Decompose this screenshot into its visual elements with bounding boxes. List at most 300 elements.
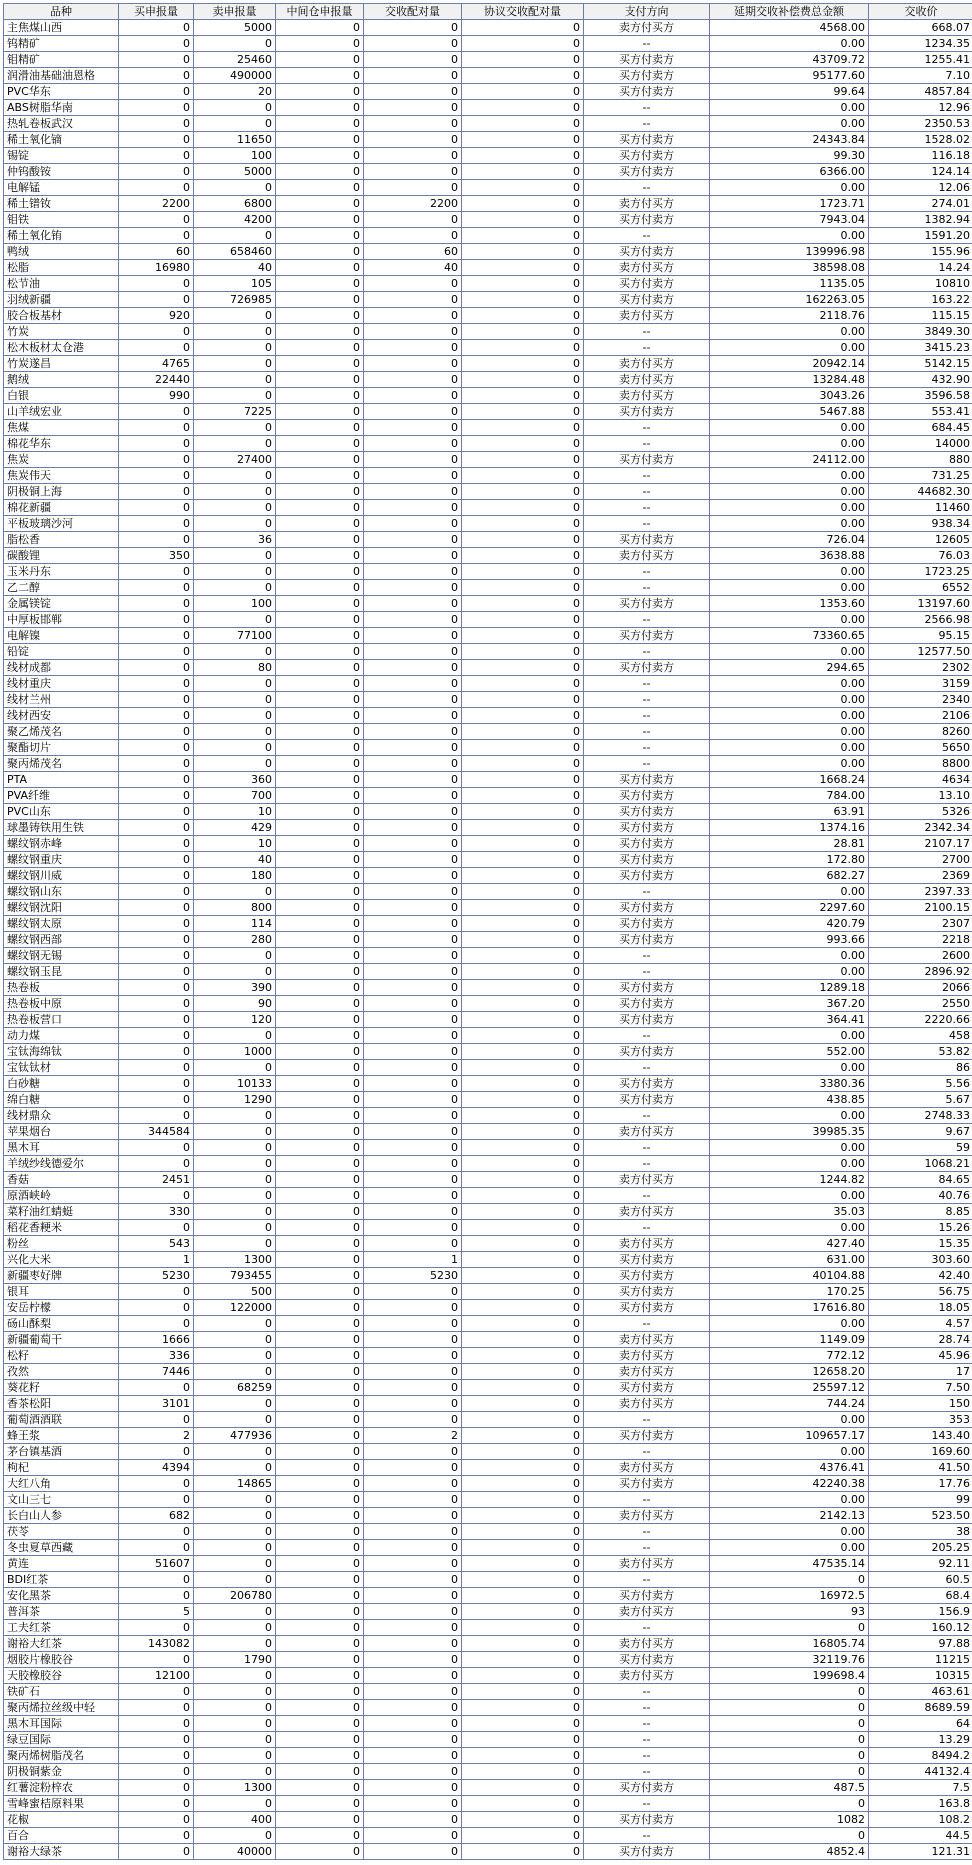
cell-delivery-price: 155.96 [869, 244, 972, 260]
cell-matched-quantity: 0 [364, 1044, 462, 1060]
table-row [4, 740, 972, 756]
table-row [4, 1524, 972, 1540]
cell-payment-direction: 卖方付买方 [584, 1204, 710, 1220]
cell-payment-direction: 卖方付买方 [584, 1604, 710, 1620]
table-row [4, 1540, 972, 1556]
cell-payment-direction: 买方付卖方 [584, 660, 710, 676]
cell-compensation-total: 3380.36 [710, 1076, 869, 1092]
cell-agreement-matched: 0 [462, 1140, 584, 1156]
cell-buy-quantity: 2 [119, 1428, 194, 1444]
table-row [4, 1124, 972, 1140]
cell-payment-direction: 买方付卖方 [584, 52, 710, 68]
table-row [4, 1380, 972, 1396]
cell-sell-quantity: 0 [194, 1556, 276, 1572]
cell-agreement-matched: 0 [462, 484, 584, 500]
cell-agreement-matched: 0 [462, 1844, 584, 1860]
cell-payment-direction: 买方付卖方 [584, 1380, 710, 1396]
table-row [4, 1588, 972, 1604]
cell-sell-quantity: 1000 [194, 1044, 276, 1060]
cell-matched-quantity: 0 [364, 1780, 462, 1796]
table-row [4, 836, 972, 852]
cell-variety: 绵白糖 [4, 1092, 119, 1108]
cell-compensation-total: 0.00 [710, 116, 869, 132]
cell-variety: BDI红茶 [4, 1572, 119, 1588]
cell-agreement-matched: 0 [462, 132, 584, 148]
cell-middle-quantity: 0 [276, 676, 364, 692]
cell-delivery-price: 15.35 [869, 1236, 972, 1252]
table-row [4, 68, 972, 84]
cell-payment-direction: 卖方付买方 [584, 356, 710, 372]
table-row [4, 196, 972, 212]
cell-compensation-total: 0.00 [710, 1444, 869, 1460]
cell-compensation-total: 0.00 [710, 324, 869, 340]
cell-variety: 阴极铜紫金 [4, 1764, 119, 1780]
table-row [4, 1396, 972, 1412]
cell-sell-quantity: 0 [194, 516, 276, 532]
cell-payment-direction: -- [584, 1108, 710, 1124]
cell-compensation-total: 0.00 [710, 884, 869, 900]
table-row [4, 948, 972, 964]
cell-sell-quantity: 180 [194, 868, 276, 884]
table-row [4, 1428, 972, 1444]
cell-payment-direction: -- [584, 420, 710, 436]
cell-middle-quantity: 0 [276, 180, 364, 196]
cell-matched-quantity: 0 [364, 68, 462, 84]
cell-matched-quantity: 0 [364, 228, 462, 244]
cell-agreement-matched: 0 [462, 1364, 584, 1380]
cell-sell-quantity: 800 [194, 900, 276, 916]
cell-agreement-matched: 0 [462, 708, 584, 724]
cell-delivery-price: 2896.92 [869, 964, 972, 980]
cell-agreement-matched: 0 [462, 1380, 584, 1396]
cell-variety: 银耳 [4, 1284, 119, 1300]
cell-sell-quantity: 90 [194, 996, 276, 1012]
cell-variety: 宝钛钛材 [4, 1060, 119, 1076]
cell-payment-direction: 买方付卖方 [584, 1092, 710, 1108]
cell-agreement-matched: 0 [462, 1652, 584, 1668]
table-row [4, 1188, 972, 1204]
cell-payment-direction: 买方付卖方 [584, 1044, 710, 1060]
cell-delivery-price: 41.50 [869, 1460, 972, 1476]
table-row [4, 1444, 972, 1460]
cell-compensation-total: 0.00 [710, 484, 869, 500]
cell-matched-quantity: 0 [364, 932, 462, 948]
cell-variety: 安化黑茶 [4, 1588, 119, 1604]
cell-delivery-price: 163.8 [869, 1796, 972, 1812]
cell-sell-quantity: 0 [194, 580, 276, 596]
cell-matched-quantity: 0 [364, 1492, 462, 1508]
cell-variety: 螺纹钢川威 [4, 868, 119, 884]
cell-variety: 仲钨酸铵 [4, 164, 119, 180]
cell-payment-direction: 买方付卖方 [584, 244, 710, 260]
cell-compensation-total: 0.00 [710, 948, 869, 964]
table-row [4, 1364, 972, 1380]
cell-compensation-total: 0.00 [710, 228, 869, 244]
cell-agreement-matched: 0 [462, 740, 584, 756]
cell-agreement-matched: 0 [462, 1428, 584, 1444]
cell-agreement-matched: 0 [462, 900, 584, 916]
cell-delivery-price: 8260 [869, 724, 972, 740]
cell-delivery-price: 274.01 [869, 196, 972, 212]
cell-delivery-price: 8689.59 [869, 1700, 972, 1716]
cell-variety: 鸭绒 [4, 244, 119, 260]
cell-matched-quantity: 0 [364, 1604, 462, 1620]
cell-variety: 竹炭遂昌 [4, 356, 119, 372]
cell-variety: 螺纹钢山东 [4, 884, 119, 900]
cell-payment-direction: 买方付卖方 [584, 868, 710, 884]
cell-agreement-matched: 0 [462, 1684, 584, 1700]
cell-matched-quantity: 0 [364, 1188, 462, 1204]
cell-agreement-matched: 0 [462, 932, 584, 948]
cell-compensation-total: 631.00 [710, 1252, 869, 1268]
cell-middle-quantity: 0 [276, 36, 364, 52]
cell-payment-direction: -- [584, 324, 710, 340]
cell-agreement-matched: 0 [462, 1268, 584, 1284]
table-row [4, 916, 972, 932]
cell-compensation-total: 0 [710, 1732, 869, 1748]
cell-payment-direction: -- [584, 756, 710, 772]
cell-delivery-price: 12.96 [869, 100, 972, 116]
cell-middle-quantity: 0 [276, 1428, 364, 1444]
cell-payment-direction: -- [584, 948, 710, 964]
cell-agreement-matched: 0 [462, 276, 584, 292]
cell-agreement-matched: 0 [462, 724, 584, 740]
cell-payment-direction: -- [584, 580, 710, 596]
cell-buy-quantity: 0 [119, 132, 194, 148]
cell-payment-direction: -- [584, 1140, 710, 1156]
cell-buy-quantity: 0 [119, 1780, 194, 1796]
cell-compensation-total: 2142.13 [710, 1508, 869, 1524]
cell-matched-quantity: 60 [364, 244, 462, 260]
cell-agreement-matched: 0 [462, 1188, 584, 1204]
cell-agreement-matched: 0 [462, 836, 584, 852]
cell-delivery-price: 3159 [869, 676, 972, 692]
cell-payment-direction: -- [584, 1620, 710, 1636]
cell-variety: 香菇 [4, 1172, 119, 1188]
cell-compensation-total: 744.24 [710, 1396, 869, 1412]
cell-buy-quantity: 0 [119, 596, 194, 612]
cell-middle-quantity: 0 [276, 1780, 364, 1796]
cell-buy-quantity: 0 [119, 468, 194, 484]
cell-agreement-matched: 0 [462, 1236, 584, 1252]
cell-agreement-matched: 0 [462, 84, 584, 100]
cell-agreement-matched: 0 [462, 1700, 584, 1716]
cell-sell-quantity: 477936 [194, 1428, 276, 1444]
cell-variety: 苹果烟台 [4, 1124, 119, 1140]
cell-payment-direction: -- [584, 724, 710, 740]
cell-middle-quantity: 0 [276, 1316, 364, 1332]
cell-agreement-matched: 0 [462, 1828, 584, 1844]
cell-variety: 钼铁 [4, 212, 119, 228]
cell-compensation-total: 0.00 [710, 1156, 869, 1172]
cell-payment-direction: 买方付卖方 [584, 1476, 710, 1492]
cell-delivery-price: 1234.35 [869, 36, 972, 52]
cell-matched-quantity: 0 [364, 1476, 462, 1492]
cell-sell-quantity: 1300 [194, 1252, 276, 1268]
cell-compensation-total: 1668.24 [710, 772, 869, 788]
cell-compensation-total: 784.00 [710, 788, 869, 804]
cell-buy-quantity: 0 [119, 292, 194, 308]
table-row [4, 1620, 972, 1636]
cell-payment-direction: 卖方付买方 [584, 20, 710, 36]
cell-sell-quantity: 120 [194, 1012, 276, 1028]
cell-agreement-matched: 0 [462, 1172, 584, 1188]
cell-payment-direction: 卖方付买方 [584, 1396, 710, 1412]
cell-payment-direction: 买方付卖方 [584, 596, 710, 612]
table-row [4, 1668, 972, 1684]
cell-payment-direction: -- [584, 1796, 710, 1812]
cell-matched-quantity: 0 [364, 772, 462, 788]
table-row [4, 1076, 972, 1092]
cell-sell-quantity: 390 [194, 980, 276, 996]
cell-middle-quantity: 0 [276, 612, 364, 628]
cell-middle-quantity: 0 [276, 1204, 364, 1220]
cell-agreement-matched: 0 [462, 1204, 584, 1220]
cell-compensation-total: 16805.74 [710, 1636, 869, 1652]
col-header-payment-direction: 支付方向 [584, 4, 710, 20]
cell-sell-quantity: 658460 [194, 244, 276, 260]
cell-variety: 绿豆国际 [4, 1732, 119, 1748]
cell-middle-quantity: 0 [276, 68, 364, 84]
cell-middle-quantity: 0 [276, 1492, 364, 1508]
cell-sell-quantity: 0 [194, 1060, 276, 1076]
table-row [4, 1508, 972, 1524]
cell-compensation-total: 0.00 [710, 1540, 869, 1556]
cell-middle-quantity: 0 [276, 1108, 364, 1124]
cell-agreement-matched: 0 [462, 1252, 584, 1268]
cell-variety: 螺纹钢无锡 [4, 948, 119, 964]
cell-buy-quantity: 0 [119, 1076, 194, 1092]
cell-delivery-price: 44682.30 [869, 484, 972, 500]
cell-payment-direction: -- [584, 116, 710, 132]
cell-buy-quantity: 0 [119, 148, 194, 164]
cell-agreement-matched: 0 [462, 1508, 584, 1524]
cell-sell-quantity: 490000 [194, 68, 276, 84]
cell-delivery-price: 13197.60 [869, 596, 972, 612]
cell-buy-quantity: 0 [119, 1620, 194, 1636]
cell-buy-quantity: 0 [119, 36, 194, 52]
cell-buy-quantity: 0 [119, 996, 194, 1012]
cell-sell-quantity: 0 [194, 1796, 276, 1812]
cell-delivery-price: 40.76 [869, 1188, 972, 1204]
cell-payment-direction: -- [584, 692, 710, 708]
cell-sell-quantity: 10 [194, 836, 276, 852]
cell-sell-quantity: 0 [194, 884, 276, 900]
cell-compensation-total: 993.66 [710, 932, 869, 948]
cell-payment-direction: -- [584, 1060, 710, 1076]
cell-matched-quantity: 0 [364, 740, 462, 756]
cell-compensation-total: 0.00 [710, 1188, 869, 1204]
cell-matched-quantity: 0 [364, 1524, 462, 1540]
table-row [4, 980, 972, 996]
cell-middle-quantity: 0 [276, 132, 364, 148]
cell-payment-direction: 卖方付买方 [584, 1556, 710, 1572]
cell-delivery-price: 8494.2 [869, 1748, 972, 1764]
cell-delivery-price: 731.25 [869, 468, 972, 484]
cell-variety: 白砂糖 [4, 1076, 119, 1092]
cell-payment-direction: 买方付卖方 [584, 1012, 710, 1028]
cell-delivery-price: 1382.94 [869, 212, 972, 228]
cell-matched-quantity: 0 [364, 1380, 462, 1396]
cell-sell-quantity: 0 [194, 356, 276, 372]
cell-middle-quantity: 0 [276, 1380, 364, 1396]
cell-payment-direction: -- [584, 964, 710, 980]
cell-payment-direction: 卖方付买方 [584, 1236, 710, 1252]
table-row [4, 1412, 972, 1428]
cell-variety: 棉花新疆 [4, 500, 119, 516]
cell-matched-quantity: 0 [364, 996, 462, 1012]
cell-matched-quantity: 0 [364, 1204, 462, 1220]
cell-delivery-price: 3596.58 [869, 388, 972, 404]
cell-buy-quantity: 0 [119, 1492, 194, 1508]
cell-compensation-total: 35.03 [710, 1204, 869, 1220]
cell-variety: 焦炭伟天 [4, 468, 119, 484]
cell-agreement-matched: 0 [462, 1444, 584, 1460]
cell-variety: 热卷板营口 [4, 1012, 119, 1028]
cell-middle-quantity: 0 [276, 1076, 364, 1092]
cell-matched-quantity: 0 [364, 756, 462, 772]
table-row [4, 244, 972, 260]
cell-delivery-price: 121.31 [869, 1844, 972, 1860]
cell-variety: 焦煤 [4, 420, 119, 436]
cell-sell-quantity: 0 [194, 324, 276, 340]
cell-matched-quantity: 0 [364, 964, 462, 980]
cell-buy-quantity: 0 [119, 1300, 194, 1316]
cell-variety: 枸杞 [4, 1460, 119, 1476]
table-row [4, 820, 972, 836]
cell-compensation-total: 364.41 [710, 1012, 869, 1028]
cell-buy-quantity: 0 [119, 724, 194, 740]
cell-delivery-price: 2066 [869, 980, 972, 996]
cell-matched-quantity: 0 [364, 1684, 462, 1700]
cell-sell-quantity: 1290 [194, 1092, 276, 1108]
cell-delivery-price: 17.76 [869, 1476, 972, 1492]
cell-delivery-price: 68.4 [869, 1588, 972, 1604]
cell-payment-direction: 卖方付买方 [584, 1348, 710, 1364]
cell-delivery-price: 150 [869, 1396, 972, 1412]
cell-compensation-total: 0 [710, 1684, 869, 1700]
cell-matched-quantity: 2200 [364, 196, 462, 212]
cell-variety: 鹅绒 [4, 372, 119, 388]
cell-payment-direction: -- [584, 1684, 710, 1700]
cell-payment-direction: -- [584, 884, 710, 900]
cell-compensation-total: 0.00 [710, 676, 869, 692]
cell-compensation-total: 0.00 [710, 708, 869, 724]
cell-variety: 菜籽油红蜻蜓 [4, 1204, 119, 1220]
cell-variety: 聚酯切片 [4, 740, 119, 756]
cell-sell-quantity: 0 [194, 1572, 276, 1588]
table-row [4, 372, 972, 388]
cell-payment-direction: 买方付卖方 [584, 1588, 710, 1604]
cell-agreement-matched: 0 [462, 964, 584, 980]
cell-payment-direction: -- [584, 436, 710, 452]
cell-agreement-matched: 0 [462, 1812, 584, 1828]
cell-buy-quantity: 0 [119, 820, 194, 836]
cell-buy-quantity: 344584 [119, 1124, 194, 1140]
cell-variety: 钼精矿 [4, 52, 119, 68]
table-row [4, 20, 972, 36]
cell-matched-quantity: 0 [364, 1348, 462, 1364]
cell-sell-quantity: 20 [194, 84, 276, 100]
cell-payment-direction: -- [584, 740, 710, 756]
cell-agreement-matched: 0 [462, 676, 584, 692]
cell-compensation-total: 32119.76 [710, 1652, 869, 1668]
cell-payment-direction: -- [584, 1540, 710, 1556]
table-row [4, 1060, 972, 1076]
cell-compensation-total: 199698.4 [710, 1668, 869, 1684]
cell-agreement-matched: 0 [462, 916, 584, 932]
table-row [4, 868, 972, 884]
cell-compensation-total: 726.04 [710, 532, 869, 548]
cell-compensation-total: 12658.20 [710, 1364, 869, 1380]
cell-variety: 螺纹钢重庆 [4, 852, 119, 868]
cell-matched-quantity: 0 [364, 356, 462, 372]
cell-compensation-total: 6366.00 [710, 164, 869, 180]
cell-buy-quantity: 0 [119, 836, 194, 852]
table-row [4, 1140, 972, 1156]
cell-delivery-price: 11215 [869, 1652, 972, 1668]
cell-buy-quantity: 0 [119, 788, 194, 804]
table-row [4, 436, 972, 452]
cell-payment-direction: -- [584, 1764, 710, 1780]
cell-middle-quantity: 0 [276, 1284, 364, 1300]
cell-matched-quantity: 0 [364, 292, 462, 308]
cell-delivery-price: 458 [869, 1028, 972, 1044]
cell-variety: 松籽 [4, 1348, 119, 1364]
cell-sell-quantity: 68259 [194, 1380, 276, 1396]
cell-middle-quantity: 0 [276, 596, 364, 612]
cell-sell-quantity: 0 [194, 1204, 276, 1220]
cell-variety: 葡萄酒酒联 [4, 1412, 119, 1428]
cell-buy-quantity: 0 [119, 644, 194, 660]
cell-agreement-matched: 0 [462, 1220, 584, 1236]
cell-variety: 烟胶片橡胶谷 [4, 1652, 119, 1668]
cell-sell-quantity: 0 [194, 756, 276, 772]
table-row [4, 1604, 972, 1620]
cell-agreement-matched: 0 [462, 308, 584, 324]
cell-delivery-price: 2302 [869, 660, 972, 676]
cell-agreement-matched: 0 [462, 580, 584, 596]
cell-delivery-price: 5.56 [869, 1076, 972, 1092]
cell-buy-quantity: 0 [119, 692, 194, 708]
cell-payment-direction: -- [584, 500, 710, 516]
cell-variety: 竹炭 [4, 324, 119, 340]
table-row [4, 116, 972, 132]
cell-sell-quantity: 1790 [194, 1652, 276, 1668]
cell-payment-direction: 买方付卖方 [584, 276, 710, 292]
cell-middle-quantity: 0 [276, 1252, 364, 1268]
cell-delivery-price: 15.26 [869, 1220, 972, 1236]
cell-agreement-matched: 0 [462, 548, 584, 564]
cell-buy-quantity: 0 [119, 1476, 194, 1492]
cell-matched-quantity: 0 [364, 1748, 462, 1764]
cell-delivery-price: 2307 [869, 916, 972, 932]
cell-variety: 螺纹钢赤峰 [4, 836, 119, 852]
cell-middle-quantity: 0 [276, 1636, 364, 1652]
cell-sell-quantity: 0 [194, 1156, 276, 1172]
cell-matched-quantity: 0 [364, 676, 462, 692]
cell-middle-quantity: 0 [276, 756, 364, 772]
cell-compensation-total: 0 [710, 1828, 869, 1844]
table-row [4, 596, 972, 612]
table-row [4, 932, 972, 948]
cell-matched-quantity: 40 [364, 260, 462, 276]
cell-matched-quantity: 0 [364, 884, 462, 900]
cell-variety: 黄连 [4, 1556, 119, 1572]
cell-middle-quantity: 0 [276, 196, 364, 212]
cell-compensation-total: 438.85 [710, 1092, 869, 1108]
cell-variety: 稻花香粳米 [4, 1220, 119, 1236]
